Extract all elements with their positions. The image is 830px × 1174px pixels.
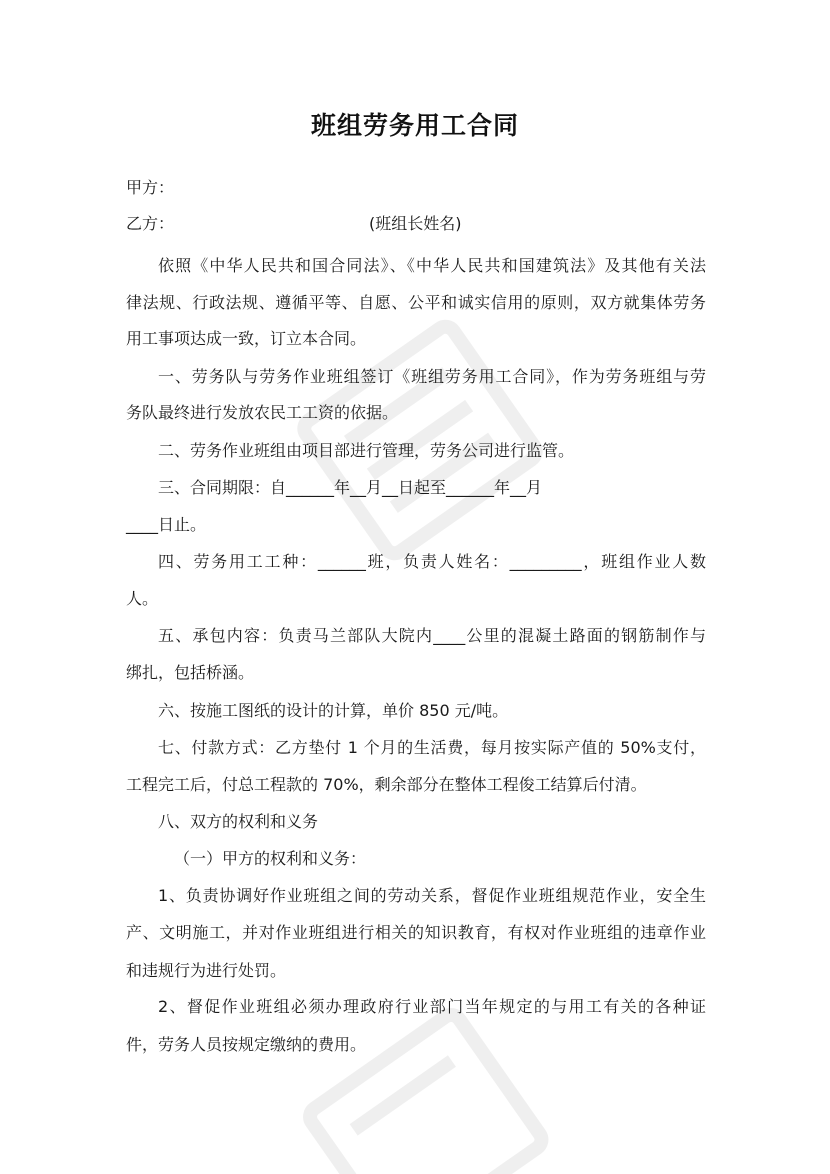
item-1-line: 和违规行为进行处罚。 bbox=[126, 961, 287, 980]
clause-7-line: 工程完工后，付总工程款的 70%，剩余部分在整体工程俊工结算后付清。 bbox=[126, 775, 647, 794]
party-b-label: 乙方： bbox=[126, 214, 175, 233]
clause-4-line: 人。 bbox=[126, 589, 159, 608]
party-a-label: 甲方： bbox=[126, 178, 175, 197]
preamble-line: 用工事项达成一致，订立本合同。 bbox=[126, 329, 367, 348]
item-1-line: 产、文明施工，并对作业班组进行相关的知识教育，有权对作业班组的违章作业 bbox=[126, 923, 706, 942]
item-2-line: 2、督促作业班组必须办理政府行业部门当年规定的与用工有关的各种证 bbox=[158, 997, 706, 1016]
preamble-line: 依照《中华人民共和国合同法》、《中华人民共和国建筑法》及其他有关法 bbox=[158, 256, 706, 275]
clause-7-line: 七、付款方式：乙方垫付 1 个月的生活费，每月按实际产值的 50%支付， bbox=[158, 738, 706, 757]
item-2-line: 件，劳务人员按规定缴纳的费用。 bbox=[126, 1035, 367, 1054]
document-title: 班组劳务用工合同 bbox=[310, 111, 519, 140]
clause-2: 二、劳务作业班组由项目部进行管理，劳务公司进行监管。 bbox=[158, 441, 575, 460]
preamble-line: 律法规、行政法规、遵循平等、自愿、公平和诚实信用的原则，双方就集体劳务 bbox=[126, 293, 706, 312]
clause-8-heading: 八、双方的权利和义务 bbox=[158, 812, 319, 831]
item-1-line: 1、负责协调好作业班组之间的劳动关系，督促作业班组规范作业，安全生 bbox=[158, 886, 706, 905]
clause-4-line: 四、劳务用工工种：______班，负责人姓名：_________，班组作业人数 bbox=[158, 552, 706, 571]
clause-1-line: 务队最终进行发放农民工工资的依据。 bbox=[126, 403, 399, 422]
clause-5-line: 五、承包内容：负责马兰部队大院内____公里的混凝土路面的钢筋制作与 bbox=[158, 626, 706, 645]
clause-6: 六、按施工图纸的设计的计算，单价 850 元/吨。 bbox=[158, 701, 509, 720]
clause-3-line: ____日止。 bbox=[126, 515, 207, 534]
clause-5-line: 绑扎，包括桥涵。 bbox=[126, 663, 255, 682]
clause-1-line: 一、劳务队与劳务作业班组签订《班组劳务用工合同》，作为劳务班组与劳 bbox=[158, 367, 706, 386]
sub-heading-a: （一）甲方的权利和义务： bbox=[174, 849, 367, 868]
party-b-name: (班组长姓名) bbox=[369, 214, 462, 233]
clause-3-line: 三、合同期限：自______年__月__日起至______年__月 bbox=[158, 478, 543, 497]
